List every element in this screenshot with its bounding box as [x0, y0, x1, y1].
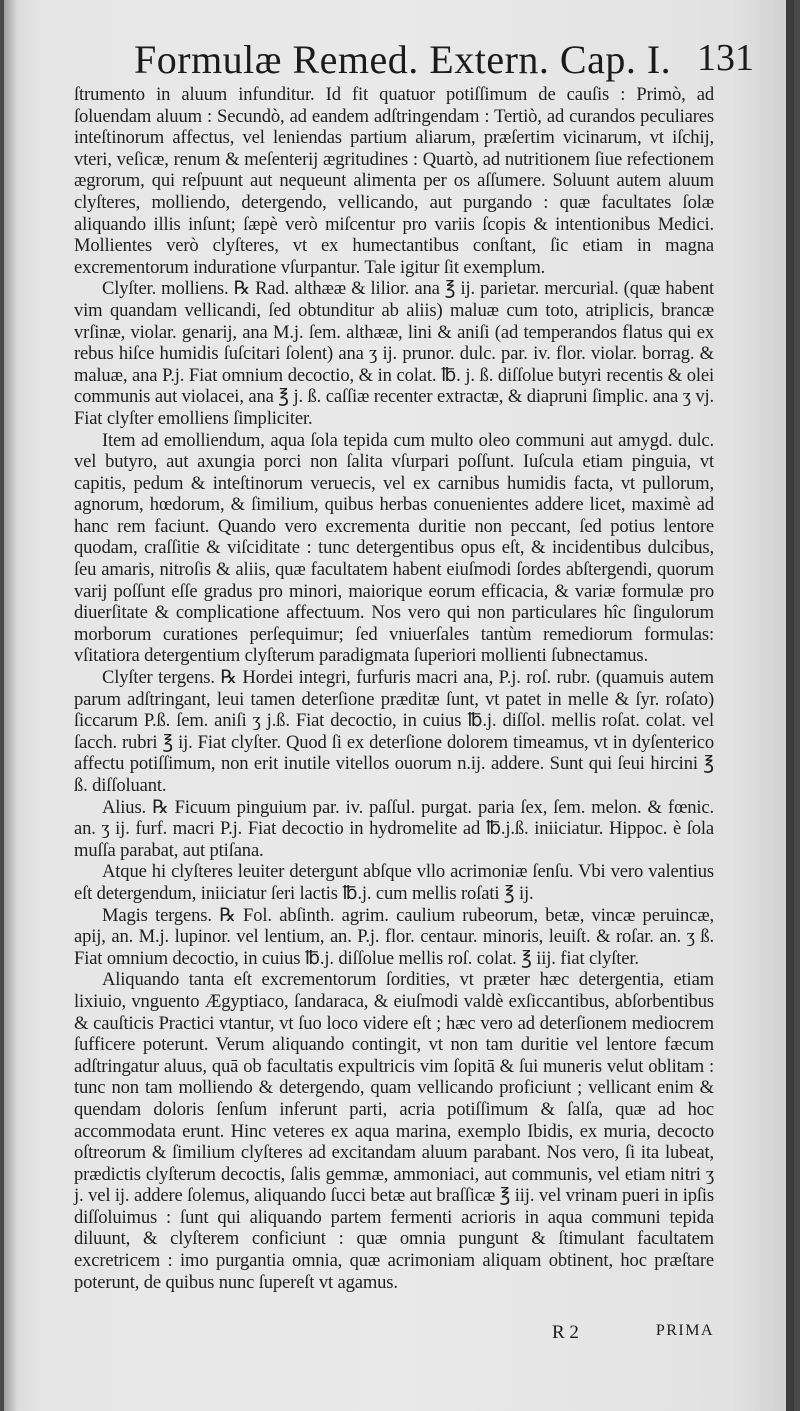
- running-title: Formulæ Remed. Extern. Cap. I.: [134, 37, 672, 82]
- paragraph: ſtrumento in aluum infunditur. Id fit quatuor potiſſimum de cauſis : Primò, ad ſoluendam aluum : Secundò, ad eandem adſtringendam : Tertiò, ad curandos peculiares inteſtinorum affectus, vel leniendas partium aliarum, præſertim vicinarum, vt iſchij, vteri, veſicæ, renum & meſenterij ægritudines : Quartò, ad nutritionem ſiue refectionem ægrorum, qui reſpuunt aut nequeunt alimenta per os aſſumere. Soluunt autem aluum clyſteres, molliendo, detergendo, vellicando, aut purgando : quæ facultates ſolæ aliquando illis inſunt; ſæpè verò miſcentur pro variis ſcopis & intentionibus Medici. Mollientes verò clyſteres, vt ex humectantibus conſtant, ſic etiam in magna excrementorum induratione vſurpantur. Tale igitur ſit exemplum.: [74, 84, 714, 278]
- page-edge-shadow: [786, 0, 794, 1411]
- recipe-paragraph: Clyſter tergens. ℞ Hordei integri, furfuris macri ana, P.j. roſ. rubr. (quamuis autem parum adſtringant, leui tamen deterſione præditæ ſunt, vt patet in melle & ſyr. roſato) ſiccarum P.ß. ſem. aniſi ʒ j.ß. Fiat decoctio, in cuius ℔.j. diſſol. mellis roſat. colat. vel ſacch. rubri ℥ ij. Fiat clyſter. Quod ſi ex deterſione dolorem timeamus, vt in dyſenterico affectu potiſſimum, non erit inutile vitellos ouorum n.ij. addere. Sunt qui ſeui hircini ℥ ß. diſſoluant.: [74, 667, 714, 796]
- book-page: [4, 0, 794, 1411]
- body-text: [74, 84, 714, 1293]
- paragraph: Atque hi clyſteres leuiter detergunt abſque vllo acrimoniæ ſenſu. Vbi vero valentius eſt detergendum, iniiciatur ſeri lactis ℔.j. cum mellis roſati ℥ ij.: [74, 861, 714, 904]
- paragraph: Item ad emolliendum, aqua ſola tepida cum multo oleo communi aut amygd. dulc. vel butyro, aut axungia porci non ſalita vſurpari poſſunt. Iuſcula etiam pinguia, vt capitis, pedum & inteſtinorum veruecis, vel ex carnibus humidis facta, vt pullorum, agnorum, hœdorum, & ſimilium, quibus herbas conuenientes addere licet, maximè ad hanc rem faciunt. Quando vero excrementa duritie non peccant, ſed potius lentore quodam, craſſitie & viſciditate : tunc detergentibus opus eſt, & incidentibus dulcibus, ſeu amaris, nitroſis & aliis, quæ facultatem habent eiuſmodi ſordes abſtergendi, quorum varij poſſunt eſſe gradus pro minori, maiorique eorum efficacia, & variæ formulæ pro diuerſitate & complicatione affectuum. Nos vero qui non particulares hîc ſingulorum morborum curationes perſequimur; ſed vniuerſales tantùm remediorum formulas: vſitatiora detergentium clyſterum paradigmata ſuperiori mollienti ſubnectamus.: [74, 429, 714, 667]
- page-footer: [74, 1322, 714, 1350]
- catchword: PRIMA: [655, 1322, 714, 1339]
- signature-mark: R 2: [552, 1322, 579, 1343]
- page-header: [134, 36, 754, 84]
- recipe-paragraph: Magis tergens. ℞ Fol. abſinth. agrim. caulium rubeorum, betæ, vincæ peruincæ, apij, an. M.j. lupinor. vel lentium, an. P.j. flor. centaur. minoris, leuiſt. & roſar. an. ʒ ß. Fiat omnium decoctio, in cuius ℔.j. diſſolue mellis roſ. colat. ℥ iij. fiat clyſter.: [74, 904, 714, 969]
- page-number: 131: [697, 37, 754, 79]
- paragraph: Aliquando tanta eſt excrementorum ſordities, vt præter hæc detergentia, etiam lixiuio, vnguento Ægyptiaco, ſandaraca, & eiuſmodi valdè exſiccantibus, abſorbentibus & cauſticis Practici vtantur, vt ſuo loco videre eſt ; hæc vero ad deterſionem mediocrem ſufficere poterunt. Verum aliquando contingit, vt non tam duritie vel lentore fæcum adſtringatur aluus, quā ob facultatis expultricis vim ſopitā & ſui muneris velut oblitam : tunc non tam molliendo & detergendo, quam vellicando proficiunt ; vellicant enim & quendam doloris ſenſum inferunt parti, acria potiſſimum & ſalſa, quæ ad hoc accommodata erunt. Hinc veteres ex aqua marina, exemplo Ibidis, ex muria, decocto oſtreorum & ſimilium clyſteres ad excitandam aluum parabant. Nos vero, ſi ita lubeat, prædictis clyſterum decoctis, ſalis gemmæ, ammoniaci, aut communis, vel etiam nitri ʒ j. vel ij. addere ſolemus, aliquando ſucci betæ aut braſſicæ ℥ iij. vel vrinam pueri in ipſis diſſoluimus : ſunt qui aliquando partem fermenti acrioris in aqua communi tepida diluunt, & clyſterem conficiunt : quæ omnia pungunt & ſtimulant facultatem excretricem : imo purgantia omnia, quæ acrimoniam aliquam obtinent, hoc præſtare poterunt, de quibus nunc ſupereſt vt agamus.: [74, 969, 714, 1293]
- recipe-paragraph: Clyſter. molliens. ℞ Rad. althææ & lilior. ana ℥ ij. parietar. mercurial. (quæ habent vim quandam vellicandi, ſed obtunditur ab aliis) maluæ cum toto, atriplicis, brancæ vrſinæ, violar. genarij, ana M.j. ſem. althææ, lini & aniſi (ad temperandos flatus qui ex rebus hiſce humidis ſuſcitari ſolent) ana ʒ ij. prunor. dulc. par. iv. flor. violar. borrag. & maluæ, ana P.j. Fiat omnium decoctio, & in colat. ℔. j. ß. diſſolue butyri recentis & olei communis aut violacei, ana ℥ j. ß. caſſiæ recenter extractæ, & diapruni ſimplic. ana ʒ vj. Fiat clyſter emolliens ſimpliciter.: [74, 278, 714, 429]
- recipe-paragraph: Alius. ℞ Ficuum pinguium par. iv. paſſul. purgat. paria ſex, ſem. melon. & fœnic. an. ʒ ij. furf. macri P.j. Fiat decoctio in hydromelite ad ℔.j.ß. iniiciatur. Hippoc. è ſola muſſa parabat, aut ptiſana.: [74, 796, 714, 861]
